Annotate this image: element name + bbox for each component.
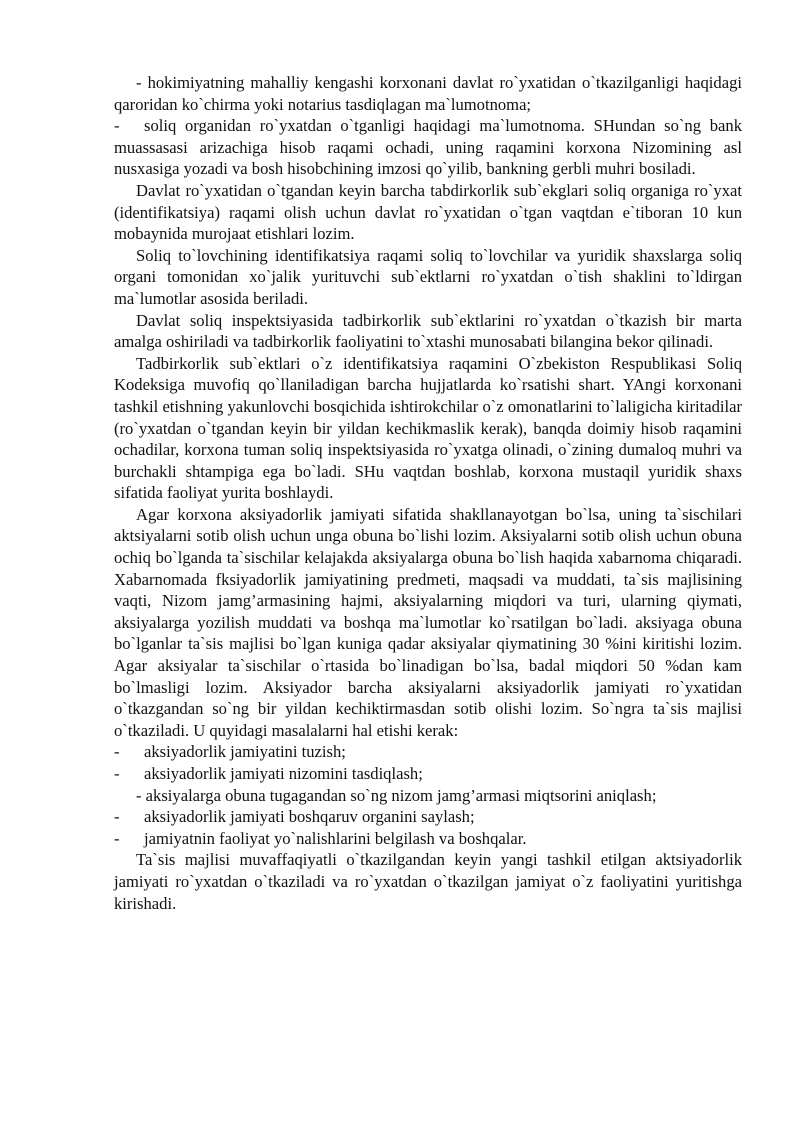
dash-bullet: - <box>114 116 120 136</box>
list-item-text: aksiyadorlik jamiyati nizomini tasdiqlash; <box>144 764 423 783</box>
list-item <box>114 741 742 763</box>
list-item <box>114 763 742 785</box>
list-item: - hokimiyatning mahalliy kengashi korxonani davlat ro`yxatidan o`tkazilganligi haqidagi qaroridan ko`chirma yoki notarius tasdiqlagan ma`lumotnoma; <box>114 73 742 114</box>
dash-bullet: - <box>114 828 120 848</box>
list-item-text: jamiyatnin faoliyat yo`nalishlarini belgilash va boshqalar. <box>144 828 527 848</box>
paragraph: Davlat soliq inspektsiyasida tadbirkorlik sub`ektlarini ro`yxatdan o`tkazish bir marta amalga oshiriladi va tadbirkorlik faoliyatini to`xtashi munosabati bilangina bekor qilinadi. <box>114 310 742 352</box>
list-item-text: aksiyadorlik jamiyatini tuzish; <box>144 742 346 762</box>
list-item <box>114 806 742 828</box>
list-item-text: aksiyadorlik jamiyati boshqaruv organini saylash; <box>144 807 475 827</box>
list-item-text: soliq organidan ro`yxatdan o`tganligi haqidagi ma`lumotnoma. SHundan so`ng bank muassasasi arizachiga hisob raqami ochadi, uning raqamini korxona Nizomining asl nusxasiga yozadi va bosh hisobchining imzosi qo`yilib, bankning gerbli muhri bosiladi. <box>114 116 742 179</box>
dash-bullet: - <box>114 764 120 783</box>
paragraph: Soliq to`lovchining identifikatsiya raqami soliq to`lovchilar va yuridik shaxslarga soliq organi tomonidan xo`jalik yurituvchi sub`ektlarni ro`yxatdan o`tish shaklini to`ldirgan ma`lumotlar asosida beriladi. <box>114 245 742 308</box>
list-item <box>114 828 742 850</box>
dash-bullet: - <box>114 807 120 827</box>
paragraph: Davlat ro`yxatidan o`tgandan keyin barcha tabdirkorlik sub`ekglari soliq organiga ro`yxat (identifikatsiya) raqami olish uchun davlat ro`yxatidan o`tgan vaqtdan e`tiboran 10 kun mobaynida murojaat etishlari lozim. <box>114 180 742 244</box>
paragraph: Tadbirkorlik sub`ektlari o`z identifikatsiya raqamini O`zbekiston Respublikasi Soliq Kodeksiga muvofiq qo`llaniladigan barcha hujjatlarda ko`rsatishi shart. YAngi korxonani tashkil etishning yakunlovchi bosqichida ishtirokchilar o`z omonatlarini to`laligicha kiritadilar (ro`yxatdan o`tgandan keyin bir yildan kechikmaslik kerak), banqda doimiy hisob raqamini ochadilar, korxona tuman soliq inspektsiyasida ro`yxatga olinadi, o`zining dumaloq muhri va burchakli shtampiga ega bo`ladi. SHu vaqtdan boshlab, korxona mustaqil yuridik shaxs sifatida faoliyat yurita boshlaydi. <box>114 353 742 503</box>
paragraph: Ta`sis majlisi muvaffaqiyatli o`tkazilgandan keyin yangi tashkil etilgan aktsiyadorlik jamiyati ro`yxatdan o`tkaziladi va ro`yxatdan o`tkazilgan jamiyat o`z faoliyatini yuritishga kirishadi. <box>114 850 742 913</box>
dash-bullet: - <box>114 742 120 762</box>
document-page <box>114 72 742 914</box>
paragraph: Agar korxona aksiyadorlik jamiyati sifatida shakllanayotgan bo`lsa, uning ta`sischilari aktsiyalarni sotib olish uchun unga obuna bo`lishi lozim. Aksiyalarni sotib olish uchun obuna ochiq bo`lganda ta`sischilar kelajakda aksiyalarga obuna bo`lish haqida xabarnoma chiqaradi. Xabarnomada fksiyadorlik jamiyatining predmeti, maqsadi va muddati, ta`sis majlisining vaqti, Nizom jamg’armasining hajmi, aksiyalarning miqdori va turi, ularning qiymati, aksiyalarga yozilish muddati va boshqa ma`lumotlar ko`rsatilgan bo`ladi. aksiyaga obuna bo`lganlar ta`sis majlisi bo`lgan kuniga qadar aksiyalar qiymatining 30 %ini kiritishi lozim. Agar aksiyalar ta`sischilar o`rtasida bo`linadigan bo`lsa, badal miqdori 50 %dan kam bo`lmasligi lozim. Aksiyador barcha aksiyalarni aksiyadorlik jamiyati ro`yxatidan o`tkazgandan so`ng bir yildan kechiktirmasdan sotib olishi lozim. So`ngra ta`sis majlisi o`tkaziladi. U quyidagi masalalarni hal etishi kerak: <box>114 504 742 740</box>
list-item <box>114 115 742 180</box>
list-item: - aksiyalarga obuna tugagandan so`ng nizom jamg’armasi miqtsorini aniqlash; <box>136 785 657 805</box>
